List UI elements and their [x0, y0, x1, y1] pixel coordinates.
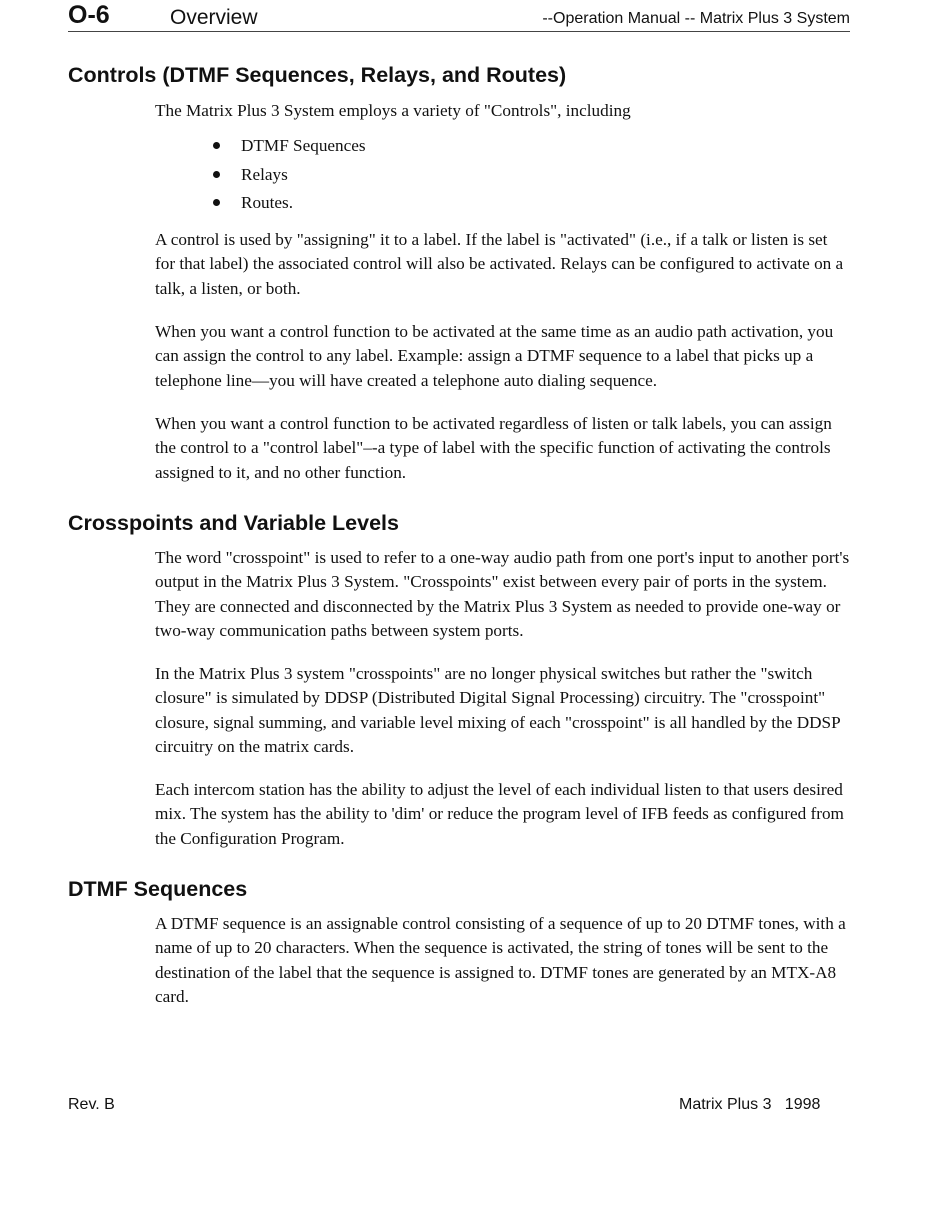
list-item-text: DTMF Sequences: [241, 136, 366, 155]
controls-intro: The Matrix Plus 3 System employs a variety of "Controls", including: [155, 101, 631, 120]
page-number: O-6: [68, 1, 110, 29]
bullet-icon: [213, 171, 220, 178]
list-item: [155, 132, 366, 161]
list-item: [155, 189, 366, 218]
bullet-icon: [213, 199, 220, 206]
paragraph: When you want a control function to be activated regardless of listen or talk labels, you can assign the control to a "control label"–-a type of label with the specific function of activating the controls assigned to it, and no other function.: [155, 414, 832, 482]
paragraph: A DTMF sequence is an assignable control consisting of a sequence of up to 20 DTMF tones, with a name of up to 20 characters. When the sequence is activated, the string of tones will be sent to the destination of the label that the sequence is assigned to. DTMF tones are generated by an MTX-A8 card.: [155, 914, 846, 1006]
list-item-text: Routes.: [241, 193, 294, 212]
paragraph: A control is used by "assigning" it to a label. If the label is "activated" (i.e., if a talk or listen is set for that label) the associated control will also be activated. Relays can be configured to activate on a talk, a listen, or both.: [155, 230, 844, 298]
heading-controls: Controls (DTMF Sequences, Relays, and Routes): [68, 63, 567, 87]
paragraph: In the Matrix Plus 3 system "crosspoints" are no longer physical switches but rather the "switch closure" is simulated by DDSP (Distributed Digital Signal Processing) circuitry. The "crosspoint" closure, signal summing, and variable level mixing of each "crosspoint" is all handled by the DDSP circuitry on the matrix cards.: [155, 664, 841, 756]
header-section-name: Overview: [170, 6, 258, 29]
list-item: [155, 161, 366, 190]
heading-crosspoints: Crosspoints and Variable Levels: [68, 511, 399, 535]
footer-revision: Rev. B: [68, 1096, 115, 1113]
heading-dtmf-sequences: DTMF Sequences: [68, 877, 248, 901]
footer-product-year: Matrix Plus 3 1998: [679, 1096, 821, 1113]
paragraph: The word "crosspoint" is used to refer to a one-way audio path from one port's input to another port's output in the Matrix Plus 3 System. "Crosspoints" exist between every pair of ports in the system. They are connected and disconnected by the Matrix Plus 3 System as needed to provide one-way or two-way communication paths between system ports.: [155, 548, 850, 640]
paragraph: Each intercom station has the ability to adjust the level of each individual listen to that users desired mix. The system has the ability to 'dim' or reduce the program level of IFB feeds as configured from the Configuration Program.: [155, 780, 844, 848]
controls-list: [155, 132, 366, 218]
list-item-text: Relays: [241, 164, 288, 184]
paragraph: When you want a control function to be activated at the same time as an audio path activation, you can assign the control to any label. Example: assign a DTMF sequence to a label that picks up a telephone line—you will have created a telephone auto dialing sequence.: [155, 322, 834, 390]
bullet-icon: [213, 142, 220, 149]
header-manual-title: --Operation Manual -- Matrix Plus 3 System: [542, 10, 850, 27]
page-header: [68, 0, 850, 32]
